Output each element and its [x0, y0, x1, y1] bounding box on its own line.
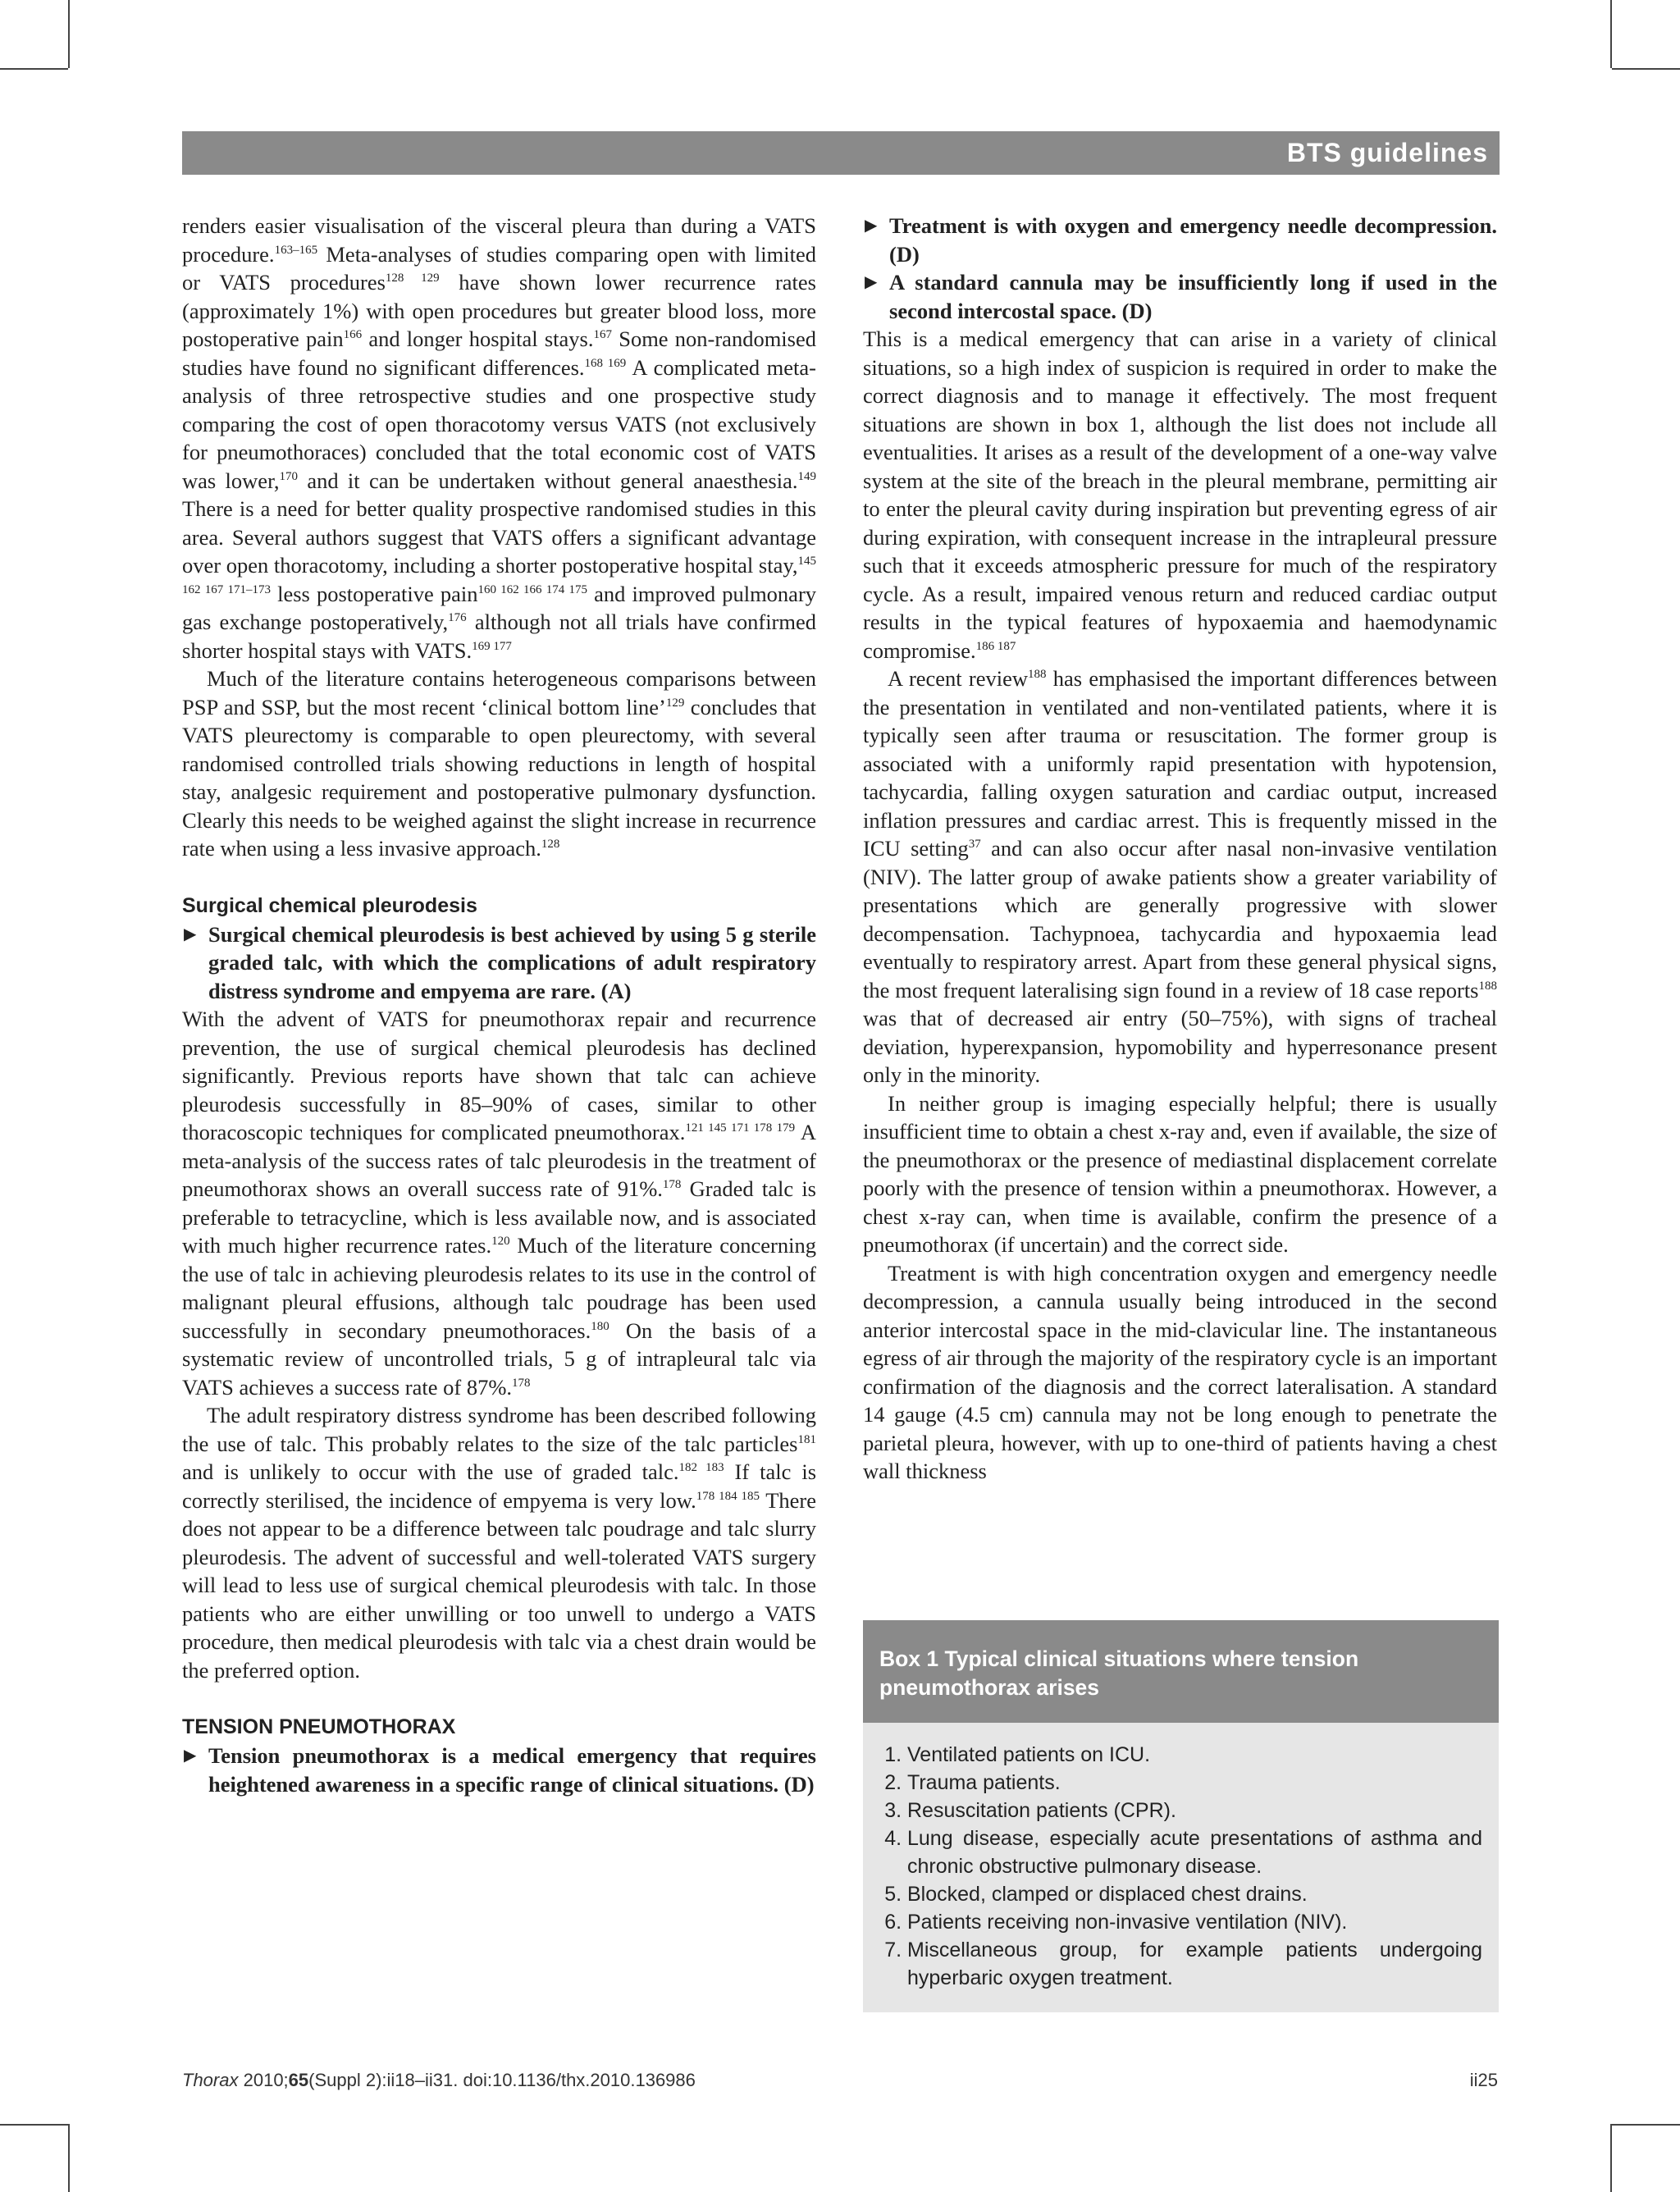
- crop-mark: [68, 2124, 70, 2192]
- paragraph: Treatment is with high concentration oxygen and emergency needle decompression, a cannula usually being introduced in the second anterior intercostal space in the mid-clavicular line. The instantaneous egress of air through the majority of the respiratory cycle is an important confirmation of the diagnosis and the correct lateralisation. A standard 14 gauge (4.5 cm) cannula may not be long enough to penetrate the parietal pleura, however, with up to one-third of patients having a chest wall thickness: [863, 1260, 1497, 1483]
- section-heading: TENSION PNEUMOTHORAX: [182, 1715, 456, 1738]
- paragraph: With the advent of VATS for pneumothorax repair and recurrence prevention, the use of surgical chemical pleurodesis has declined significantly. Previous reports have shown that talc can achieve pleurodesis successfully in 85–90% of cases, similar to other thoracoscopic techniques for complicated pneumothorax.$^{121 145 171 178 179}$ A meta-analysis of the success rates of talc pleurodesis in the treatment of pneumothorax shows an overall success rate of 91%.$^{178}$ Graded talc is preferable to tetracycline, which is less available now, and is associated with much higher recurrence rates.$^{120}$ Much of the literature concerning the use of talc in achieving pleurodesis relates to its use in the control of malignant pleural effusions, although talc poudrage has been used successfully in secondary pneumothoraces.$^{180}$ On the basis of a systematic review of uncontrolled trials, 5 g of intrapleural talc via VATS achieves a success rate of 87%.$^{178}$: [182, 1007, 816, 1400]
- footer-citation: [182, 2070, 696, 2091]
- triangle-bullet-icon: ▶: [184, 1747, 197, 1765]
- left-column: [182, 212, 816, 1798]
- recommendation-text: Tension pneumothorax is a medical emergency that requires heightened awareness in a specific range of clinical situations. (D): [208, 1743, 816, 1797]
- list-item: 2. Trauma patients.: [907, 1769, 1482, 1797]
- crop-mark: [1610, 0, 1612, 68]
- box-list: [863, 1723, 1499, 1992]
- recommendation: [182, 920, 816, 1006]
- right-column: [863, 212, 1497, 1486]
- section-heading: Surgical chemical pleurodesis: [182, 893, 477, 917]
- page-number: ii25: [1469, 2070, 1498, 2090]
- running-header-title: BTS guidelines: [1286, 138, 1488, 167]
- crop-mark: [0, 68, 68, 70]
- box-title: Box 1 Typical clinical situations where tension pneumothorax arises: [863, 1620, 1499, 1723]
- paragraph: This is a medical emergency that can arise in a variety of clinical situations, so a high index of suspicion is required in order to make the correct diagnosis and to manage it effectively. The most frequent situations are shown in box 1, although the list does not include all eventualities. It arises as a result of the development of a one-way valve system at the site of the breach in the pleural membrane, permitting air to enter the pleural cavity during inspiration but preventing egress of air during expiration, with consequent increase in the intrapleural pressure such that it exceeds atmospheric pressure for much of the respiratory cycle. As a result, impaired venous return and reduced cardiac output results in the typical features of hypoxaemia and haemodynamic compromise.$^{186 187}$: [863, 327, 1497, 663]
- recommendation-text: Surgical chemical pleurodesis is best achieved by using 5 g sterile graded talc, with which the complications of adult respiratory distress syndrome and empyema are rare. (A): [208, 921, 816, 1003]
- list-item: 5. Blocked, clamped or displaced chest drains.: [907, 1880, 1482, 1908]
- crop-mark: [1612, 68, 1680, 70]
- crop-mark: [0, 2124, 68, 2126]
- recommendation: [863, 268, 1497, 325]
- box-1: [863, 1620, 1499, 2012]
- footer-journal: Thorax: [182, 2070, 239, 2090]
- recommendation: [182, 1742, 816, 1798]
- paragraph: A recent review$^{188}$ has emphasised the important differences between the presentation in ventilated and non-ventilated patients, where it is typically seen after trauma or resuscitation. The former group is associated with a uniformly rapid presentation with hypotension, tachycardia, falling oxygen saturation and cardiac output, increased inflation pressures and cardiac arrest. This is frequently missed in the ICU setting$^{37}$ and can also occur after nasal non-invasive ventilation (NIV). The latter group of awake patients show a greater variability of presentations which are generally progressive with slower decompensation. Tachypnoea, tachycardia and hypoxaemia lead eventually to respiratory arrest. Apart from these general physical signs, the most frequent lateralising sign found in a review of 18 case reports$^{188}$ was that of decreased air entry (50–75%), with signs of tracheal deviation, hyperexpansion, hypomobility and hyperresonance present only in the minority.: [863, 666, 1497, 1087]
- triangle-bullet-icon: ▶: [865, 217, 878, 235]
- recommendation: [863, 212, 1497, 268]
- running-header: [182, 131, 1500, 175]
- footer-volume: 65: [288, 2070, 309, 2090]
- footer-pages-doi: (Suppl 2):ii18–ii31. doi:10.1136/thx.2010.136986: [308, 2070, 696, 2090]
- list-item: 4. Lung disease, especially acute presentations of asthma and chronic obstructive pulmonary disease.: [907, 1824, 1482, 1880]
- triangle-bullet-icon: ▶: [865, 273, 878, 291]
- list-item: 3. Resuscitation patients (CPR).: [907, 1797, 1482, 1824]
- paragraph: Much of the literature contains heterogeneous comparisons between PSP and SSP, but the most recent ‘clinical bottom line’$^{129}$ concludes that VATS pleurectomy is comparable to open pleurectomy, with several randomised controlled trials showing reductions in length of hospital stay, analgesic requirement and postoperative pulmonary dysfunction. Clearly this needs to be weighed against the slight increase in recurrence rate when using a less invasive approach.$^{128}$: [182, 666, 816, 861]
- paragraph: In neither group is imaging especially helpful; there is usually insufficient time to obtain a chest x-ray and, even if available, the size of the pneumothorax or the presence of mediastinal displacement correlate poorly with the presence of tension within a pneumothorax. However, a chest x-ray can, when time is available, confirm the presence of a pneumothorax (if uncertain) and the correct side.: [863, 1090, 1497, 1257]
- paragraph: The adult respiratory distress syndrome has been described following the use of talc. This probably relates to the size of the talc particles$^{181}$ and is unlikely to occur with the use of graded talc.$^{182 183}$ If talc is correctly sterilised, the incidence of empyema is very low.$^{178 184 185}$ There does not appear to be a difference between talc poudrage and talc slurry pleurodesis. The advent of successful and well-tolerated VATS surgery will lead to less use of surgical chemical pleurodesis with talc. In those patients who are either unwilling or too unwell to undergo a VATS procedure, then medical pleurodesis with talc via a chest drain would be the preferred option.: [182, 1403, 817, 1683]
- recommendation-text: A standard cannula may be insufficiently long if used in the second intercostal space. (D): [889, 270, 1497, 323]
- crop-mark: [68, 0, 70, 68]
- paragraph: renders easier visualisation of the visceral pleura than during a VATS procedure.$^{163-165}$ Meta-analyses of studies comparing open with limited or VATS procedures$^{128 129}$ have shown lower recurrence rates (approximately 1%) with open procedures but greater blood loss, more postoperative pain$^{166}$ and longer hospital stays.$^{167}$ Some non-randomised studies have found no significant differences.$^{168 169}$ A complicated meta-analysis of three retrospective studies and one prospective study comparing the cost of open thoracotomy versus VATS (not exclusively for pneumothoraces) concluded that the total economic cost of VATS was lower,$^{170}$ and it can be undertaken without general anaesthesia.$^{149}$ There is a need for better quality prospective randomised studies in this area. Several authors suggest that VATS offers a significant advantage over open thoracotomy, including a shorter postoperative hospital stay,$^{145 162 167 171-173}$ less postoperative pain$^{160 162 166 174 175}$ and improved pulmonary gas exchange postoperatively,$^{176}$ although not all trials have confirmed shorter hospital stays with VATS.$^{169 177}$: [182, 213, 817, 663]
- list-item: 7. Miscellaneous group, for example patients undergoing hyperbaric oxygen treatment.: [907, 1936, 1482, 1992]
- recommendation-text: Treatment is with oxygen and emergency needle decompression. (D): [889, 213, 1497, 267]
- list-item: 6. Patients receiving non-invasive ventilation (NIV).: [907, 1908, 1482, 1936]
- list-item: 1. Ventilated patients on ICU.: [907, 1741, 1482, 1769]
- triangle-bullet-icon: ▶: [184, 925, 197, 943]
- crop-mark: [1610, 2124, 1612, 2192]
- footer-year: 2010;: [243, 2070, 289, 2090]
- crop-mark: [1612, 2124, 1680, 2126]
